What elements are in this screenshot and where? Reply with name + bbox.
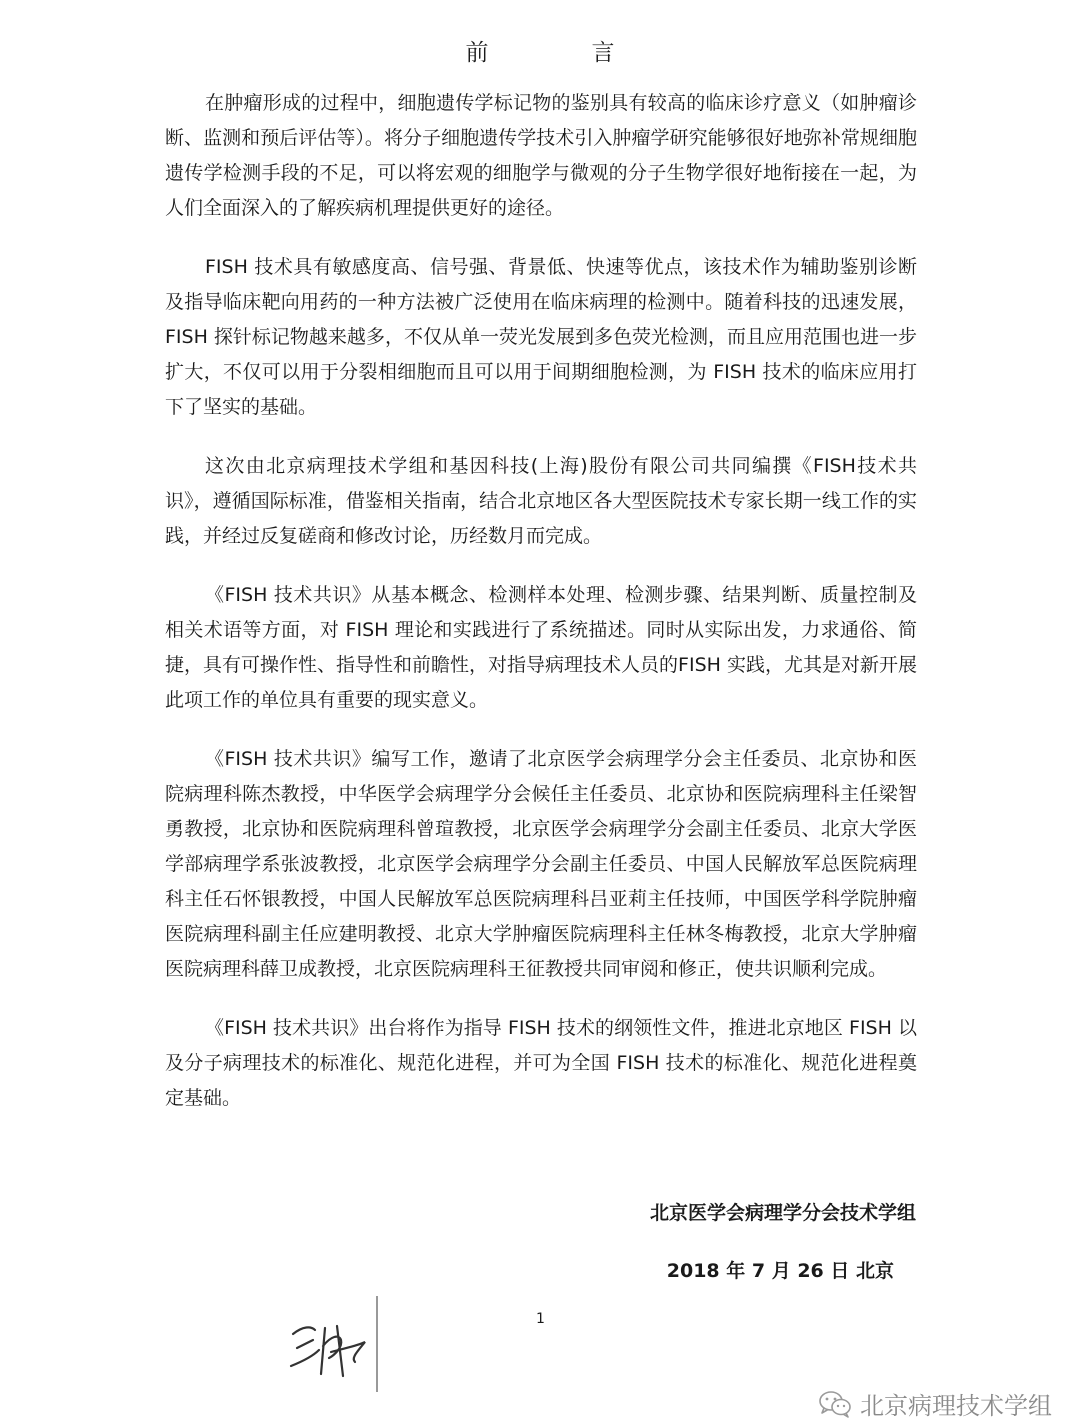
handwritten-signature xyxy=(285,1296,395,1396)
watermark xyxy=(818,1386,1052,1421)
paragraph-4: 《FISH 技术共识》从基本概念、检测样本处理、检测步骤、结果判断、质量控制及相关术语等方面，对 FISH 理论和实践进行了系统描述。同时从实际出发，力求通俗、简捷，具有可操作性、指导性和前瞻性，对指导病理技术人员的FISH 实践，尤其是对新开展此项工作的单位具有重要的现实意义。 xyxy=(165,584,917,711)
document-body xyxy=(165,86,917,1140)
paragraph-3: 这次由北京病理技术学组和基因科技(上海)股份有限公司共同编撰《FISH技术共识》，遵循国际标准，借鉴相关指南，结合北京地区各大型医院技术专家长期一线工作的实践，并经过反复磋商和修改讨论，历经数月而完成。 xyxy=(165,455,917,547)
wechat-icon xyxy=(818,1390,852,1418)
paragraph-5: 《FISH 技术共识》编写工作，邀请了北京医学会病理学分会主任委员、北京协和医院病理科陈杰教授，中华医学会病理学分会候任主任委员、北京协和医院病理科主任梁智勇教授，北京协和医院病理科曾瑄教授，北京医学会病理学分会副主任委员、北京大学医学部病理学系张波教授，北京医学会病理学分会副主任委员、中国人民解放军总医院病理科主任石怀银教授，中国人民解放军总医院病理科吕亚莉主任技师，中国医学科学院肿瘤医院病理科副主任应建明教授、北京大学肿瘤医院病理科主任林冬梅教授，北京大学肿瘤医院病理科薛卫成教授，北京医院病理科王征教授共同审阅和修正，使共识顺利完成。 xyxy=(165,748,917,980)
organization-signature: 北京医学会病理学分会技术学组 xyxy=(649,1202,916,1224)
page-number: 1 xyxy=(536,1311,545,1327)
date-location: 2018 年 7 月 26 日 北京 xyxy=(666,1260,894,1282)
paragraph-1: 在肿瘤形成的过程中，细胞遗传学标记物的鉴别具有较高的临床诊疗意义（如肿瘤诊断、监测和预后评估等）。将分子细胞遗传学技术引入肿瘤学研究能够很好地弥补常规细胞遗传学检测手段的不足，可以将宏观的细胞学与微观的分子生物学很好地衔接在一起，为人们全面深入的了解疾病机理提供更好的途径。 xyxy=(165,92,917,219)
paragraph-2: FISH 技术具有敏感度高、信号强、背景低、快速等优点，该技术作为辅助鉴别诊断及指导临床靶向用药的一种方法被广泛使用在临床病理的检测中。随着科技的迅速发展，FISH 探针标记物越来越多，不仅从单一荧光发展到多色荧光检测，而且应用范围也进一步扩大，不仅可以用于分裂相细胞而且可以用于间期细胞检测，为 FISH 技术的临床应用打下了坚实的基础。 xyxy=(165,256,917,418)
page-title: 前 言 xyxy=(465,40,655,66)
watermark-text: 北京病理技术学组 xyxy=(860,1392,1052,1420)
paragraph-6: 《FISH 技术共识》出台将作为指导 FISH 技术的纲领性文件，推进北京地区 FISH 以及分子病理技术的标准化、规范化进程，并可为全国 FISH 技术的标准化、规范化进程奠定基础。 xyxy=(165,1017,917,1109)
